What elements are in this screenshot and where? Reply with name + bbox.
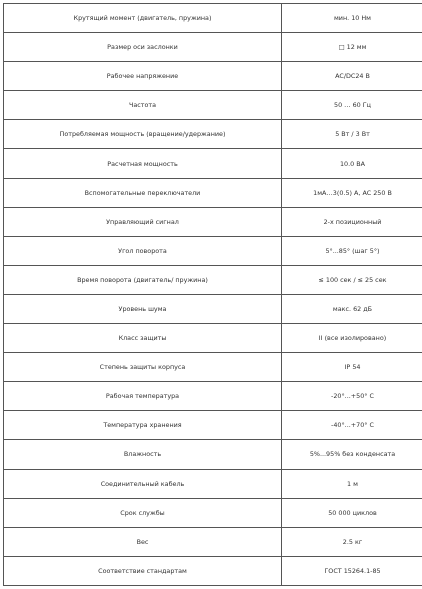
table-row [4,353,422,382]
spec-value: II (все изолировано) [282,324,422,353]
spec-parameter: Размер оси заслонки [4,33,282,62]
table-row [4,178,422,207]
spec-parameter: Класс защиты [4,324,282,353]
spec-parameter: Соответствие стандартам [4,556,282,585]
spec-value: -40°...+70° С [282,411,422,440]
specifications-table [3,3,422,586]
table-row [4,149,422,178]
spec-parameter: Вспомогательные переключатели [4,178,282,207]
spec-value: 5 Вт / 3 Вт [282,120,422,149]
spec-parameter: Угол поворота [4,236,282,265]
spec-parameter: Время поворота (двигатель/ пружина) [4,265,282,294]
spec-value: 10.0 ВА [282,149,422,178]
spec-parameter: Степень защиты корпуса [4,353,282,382]
table-row [4,382,422,411]
spec-value: 5°...85° (шаг 5°) [282,236,422,265]
specifications-table-body [4,4,422,586]
spec-value: 2-х позиционный [282,207,422,236]
spec-value: 1 м [282,469,422,498]
table-row [4,265,422,294]
spec-parameter: Уровень шума [4,294,282,323]
table-row [4,294,422,323]
spec-parameter: Частота [4,91,282,120]
spec-value: AC/DC24 В [282,62,422,91]
spec-parameter: Вес [4,527,282,556]
spec-parameter: Температура хранения [4,411,282,440]
spec-value: 2.5 кг [282,527,422,556]
spec-value: 1мА…3(0.5) А, AC 250 В [282,178,422,207]
spec-value: 50 000 циклов [282,498,422,527]
spec-parameter: Рабочее напряжение [4,62,282,91]
spec-value: макс. 62 дБ [282,294,422,323]
table-row [4,91,422,120]
spec-value: IP 54 [282,353,422,382]
spec-value: -20°...+50° С [282,382,422,411]
table-row [4,120,422,149]
table-row [4,411,422,440]
spec-value: мин. 10 Нм [282,4,422,33]
table-row [4,33,422,62]
table-row [4,469,422,498]
table-row [4,207,422,236]
table-row [4,62,422,91]
spec-parameter: Соединительный кабель [4,469,282,498]
table-row [4,4,422,33]
spec-value: ≤ 100 сек / ≤ 25 сек [282,265,422,294]
table-row [4,236,422,265]
spec-parameter: Рабочая температура [4,382,282,411]
table-row [4,440,422,469]
table-row [4,556,422,585]
spec-parameter: Срок службы [4,498,282,527]
spec-value: 5%...95% без конденсата [282,440,422,469]
spec-parameter: Расчетная мощность [4,149,282,178]
spec-parameter: Потребляемая мощность (вращение/удержание) [4,120,282,149]
spec-parameter: Управляющий сигнал [4,207,282,236]
table-row [4,324,422,353]
spec-value: 50 … 60 Гц [282,91,422,120]
spec-parameter: Крутящий момент (двигатель, пружина) [4,4,282,33]
table-row [4,527,422,556]
spec-value: □ 12 мм [282,33,422,62]
spec-parameter: Влажность [4,440,282,469]
spec-value: ГОСТ 15264.1-85 [282,556,422,585]
table-row [4,498,422,527]
